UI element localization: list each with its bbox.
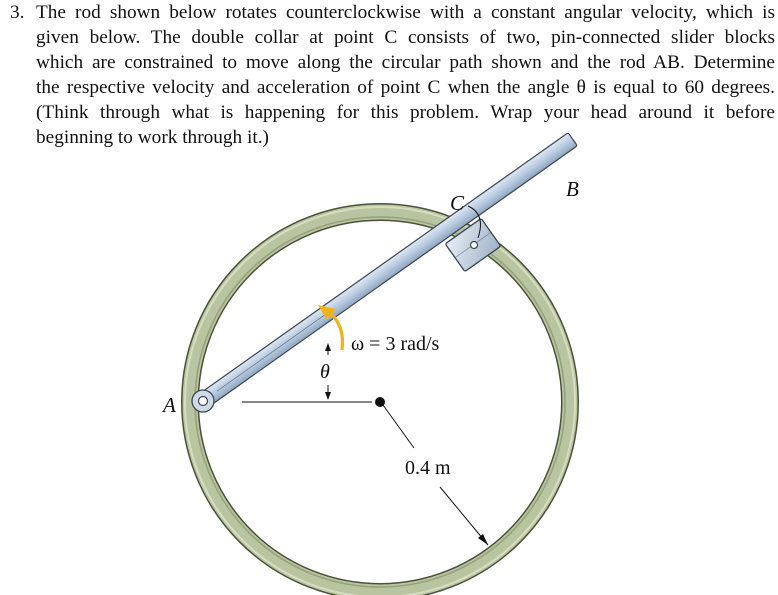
problem-line-6: beginning to work through it.)	[36, 127, 269, 148]
radius-label: 0.4 m	[405, 457, 451, 479]
problem-number: 3.	[10, 2, 25, 23]
label-c: C	[450, 191, 465, 215]
omega-label: ω = 3 rad/s	[351, 333, 440, 355]
label-b: B	[566, 177, 579, 201]
problem-line-1: The rod shown below rotates counterclockwise with a constant angular velocity, which is	[36, 2, 775, 23]
problem-line-5: (Think through what is happening for this problem. Wrap your head around it before	[36, 102, 775, 123]
theta-label: θ	[320, 361, 330, 383]
problem-line-3: which are constrained to move along the circular path shown and the rod AB. Determine	[36, 52, 775, 73]
problem-line-2: given below. The double collar at point C consists of two, pin-connected slider blocks	[36, 27, 775, 48]
label-a: A	[163, 393, 176, 417]
problem-line-4: the respective velocity and acceleration of point C when the angle θ is equal to 60 degrees.	[36, 77, 775, 98]
collar-pin	[471, 242, 478, 249]
pin-a	[192, 390, 214, 412]
